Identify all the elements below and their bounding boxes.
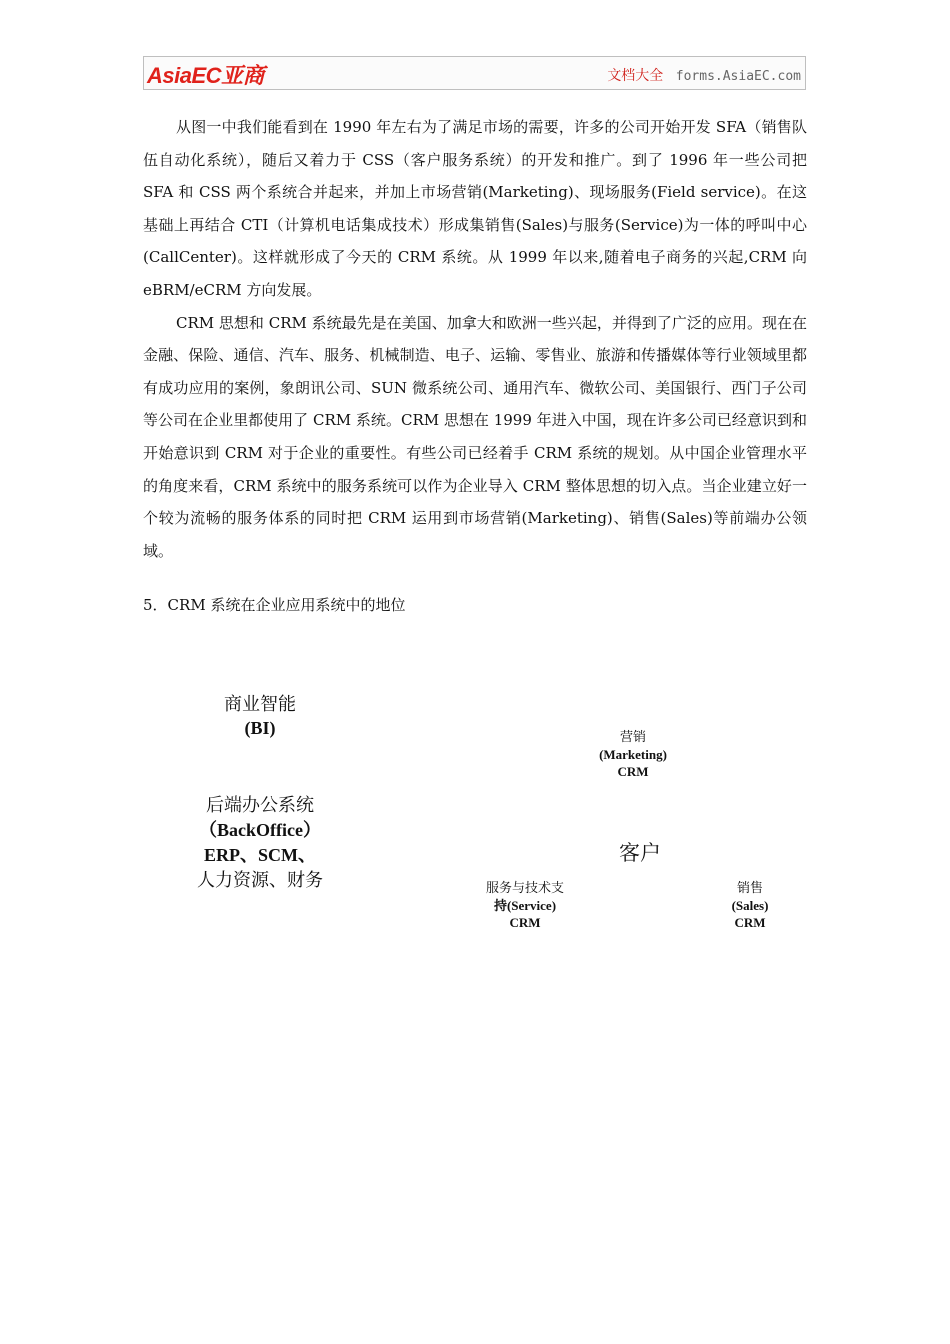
diagram-service-label [470, 880, 580, 931]
marketing-title: 营销 [619, 730, 646, 745]
marketing-en: (Marketing) [599, 747, 667, 762]
service-title: 服务与技术支 [485, 881, 564, 896]
service-crm: CRM [509, 915, 541, 930]
backoffice-title: 后端办公系统 [206, 795, 314, 816]
diagram-customer-label: 客户 [619, 841, 661, 865]
paragraph-2: CRM 思想和 CRM 系统最先是在美国、加拿大和欧洲一些兴起，并得到了广泛的应用。现在在金融、保险、通信、汽车、服务、机械制造、电子、运输、零售业、旅游和传播媒体等行业领域里都有成功应用的案例，象朗讯公司、SUN 微系统公司、通用汽车、微软公司、美国银行、西门子公司等公司在企业里都使用了 CRM 系统。CRM 思想在 1999 年进入中国，现在许多公司已经意识到和开始意识到 CRM 对于企业的重要性。有些公司已经着手 CRM 系统的规划。从中国企业管理水平的角度来看，CRM 系统中的服务系统可以作为企业导入 CRM 整体思想的切入点。当企业建立好一个较为流畅的服务体系的同时把 CRM 运用到市场营销(Marketing)、销售(Sales)等前端办公领域。 [143, 313, 807, 560]
paragraph-1: 从图一中我们能看到在 1990 年左右为了满足市场的需要，许多的公司开始开发 SFA（销售队伍自动化系统），随后又着力于 CSS（客户服务系统）的开发和推广。到了 1996 年一些公司把 SFA 和 CSS 两个系统合并起来，并加上市场营销(Marketing)、现场服务(Field service)。在这基础上再结合 CTI（计算机电话集成技术）形成集销售(Sales)与服务(Service)为一体的呼叫中心(CallCenter)。这样就形成了今天的 CRM 系统。从 1999 年以来,随着电子商务的兴起,CRM 向 eBRM/eCRM 方向发展。 [143, 118, 807, 299]
backoffice-hr-finance: 人力资源、财务 [197, 870, 323, 891]
sales-crm: CRM [734, 915, 766, 930]
header-site-url: forms.AsiaEC.com [675, 69, 801, 84]
diagram-bi-label [200, 694, 320, 739]
sales-en: (Sales) [731, 898, 769, 913]
backoffice-en: （BackOffice） [199, 820, 321, 840]
backoffice-systems: ERP、SCM、 [204, 845, 316, 865]
marketing-crm: CRM [617, 764, 649, 779]
service-en: 持(Service) [493, 898, 557, 913]
section-heading: 5．CRM 系统在企业应用系统中的地位 [143, 596, 406, 614]
sales-title: 销售 [736, 881, 763, 896]
header-title: 文档大全 [607, 68, 664, 84]
asiaec-logo: AsiaEC亚商 [147, 63, 265, 88]
diagram-sales-label [710, 880, 790, 931]
diagram-backoffice-label [180, 793, 340, 893]
diagram-marketing-label [578, 729, 688, 780]
bi-abbr: (BI) [244, 717, 276, 738]
bi-title: 商业智能 [224, 694, 296, 715]
